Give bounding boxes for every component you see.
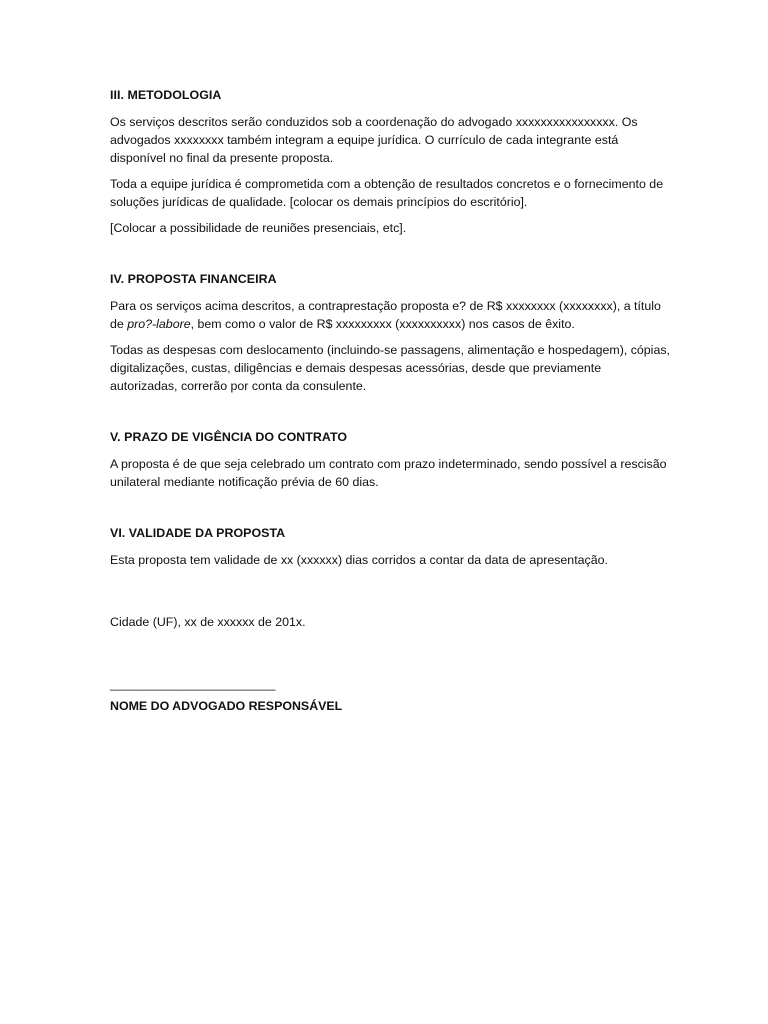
section-heading-prazo-vigencia: V. PRAZO DE VIGÊNCIA DO CONTRATO [110,430,348,444]
section-heading-validade: VI. VALIDADE DA PROPOSTA [110,526,286,540]
metodologia-paragraph-1: Os serviços descritos serão conduzidos sob a coordenação do advogado xxxxxxxxxxxxxxxx. Os advogados xxxxxxxx também integram a equipe jurídica. O currículo de cada integrante está disponível no final da presente proposta. [110,115,638,165]
section-heading-proposta-financeira: IV. PROPOSTA FINANCEIRA [110,272,277,286]
signature-line: ________________________ [110,677,276,691]
proposta-financeira-paragraph-1 [110,297,670,333]
proposta-text-part-2: , bem como o valor de R$ xxxxxxxxx (xxxxxxxxxx) nos casos de êxito. [190,317,575,331]
prazo-vigencia-paragraph-1: A proposta é de que seja celebrado um contrato com prazo indeterminado, sendo possível a rescisão unilateral mediante notificação prévia de 60 dias. [110,457,667,489]
section-heading-metodologia: III. METODOLOGIA [110,88,222,102]
metodologia-paragraph-3: [Colocar a possibilidade de reuniões presenciais, etc]. [110,221,407,235]
proposta-financeira-paragraph-2: Todas as despesas com deslocamento (incluindo-se passagens, alimentação e hospedagem), cópias, digitalizações, custas, diligências e demais despesas acessórias, desde que previamente autorizadas, correrão por conta da consulente. [110,343,670,393]
pro-labore-italic: pro?-labore [127,317,191,331]
place-and-date: Cidade (UF), xx de xxxxxx de 201x. [110,615,306,629]
signer-name: NOME DO ADVOGADO RESPONSÁVEL [110,699,343,713]
document-body [110,86,670,715]
validade-paragraph-1: Esta proposta tem validade de xx (xxxxxx) dias corridos a contar da data de apresentação. [110,553,608,567]
metodologia-paragraph-2: Toda a equipe jurídica é comprometida com a obtenção de resultados concretos e o fornecimento de soluções jurídicas de qualidade. [colocar os demais princípios do escritório]. [110,177,664,209]
proposta-text-part-1: Para os serviços acima descritos, a contraprestação proposta e? de R$ xxxxxxxx (xxxxxxxx), a título de [110,299,661,331]
